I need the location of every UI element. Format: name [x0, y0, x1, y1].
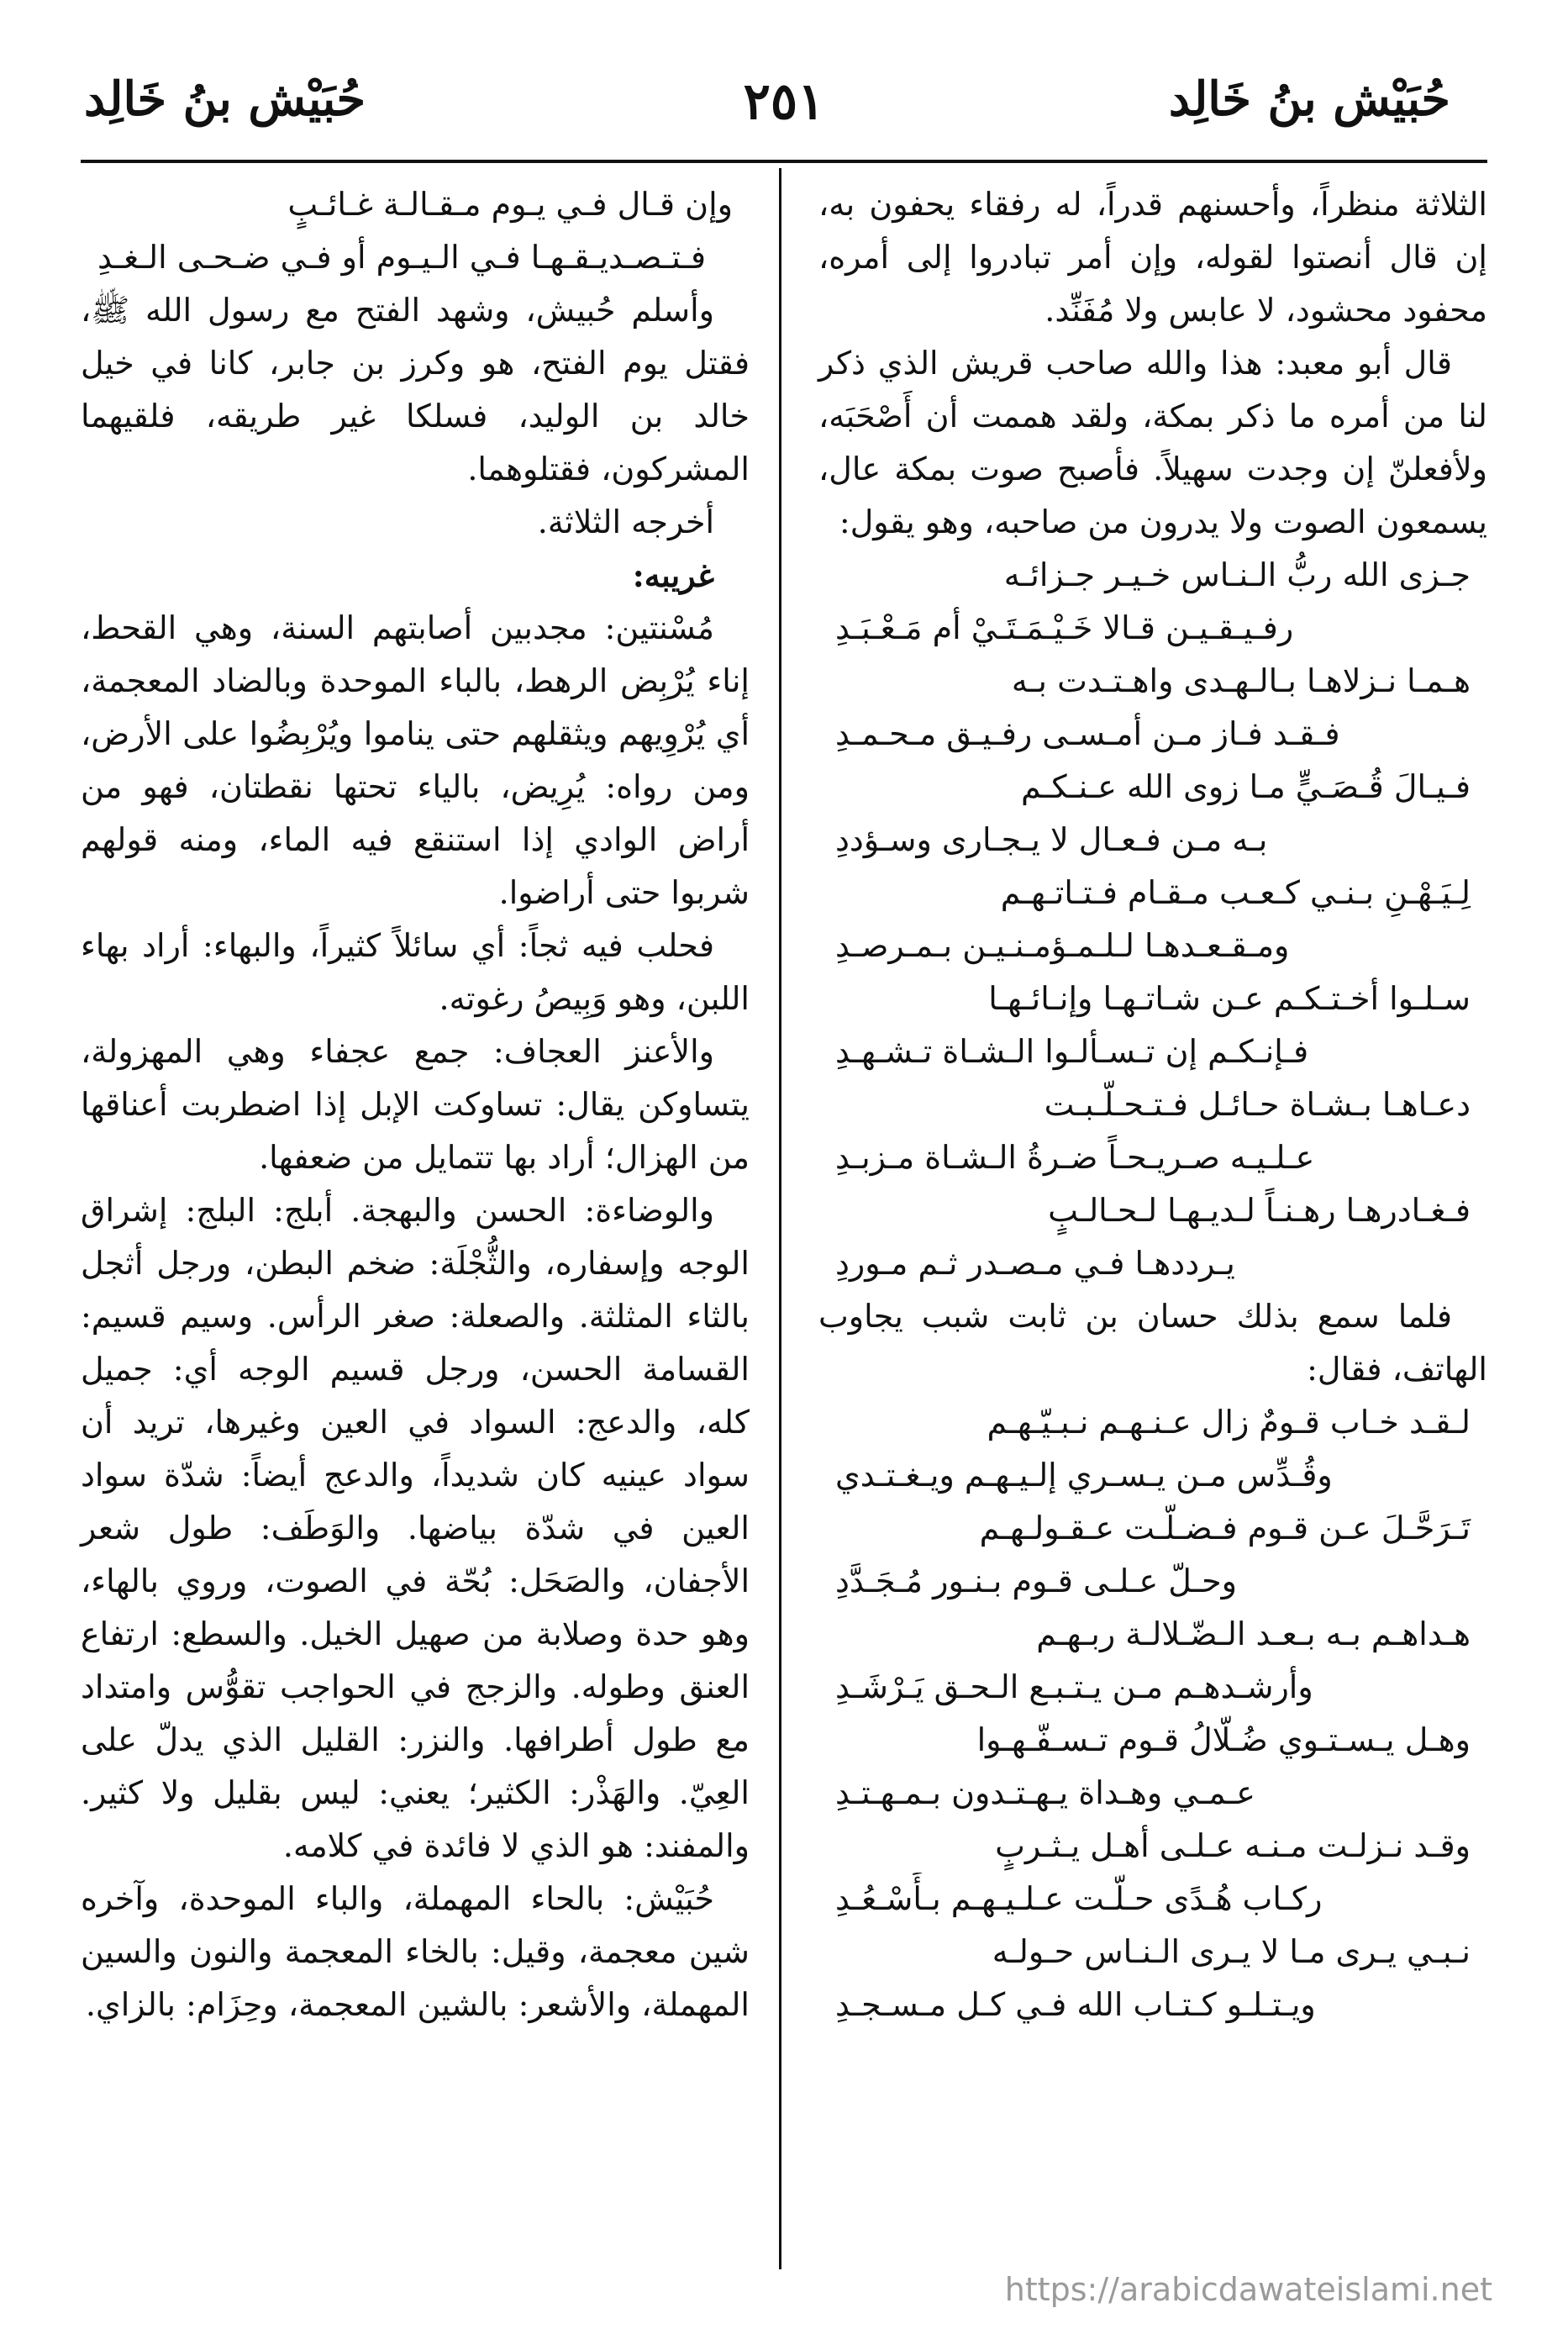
- verse-line: وقُـدِّس مـن يـسـري إلـيـهـم ويـغـتـدي: [835, 1457, 1333, 1494]
- verse-line: هـمـا نـزلاهـا بـالـهـدى واهـتـدت بـه: [1011, 662, 1471, 699]
- verse-line: عـمـي وهـداة يـهـتـدون بـمـهـتـدِ: [835, 1774, 1255, 1811]
- verse-line: وقـد نـزلـت مـنـه عـلـى أهـل يـثـربٍ: [995, 1827, 1471, 1864]
- paragraph: أخرجه الثلاثة.: [537, 503, 714, 540]
- paragraph: حُبَيْش: بالحاء المهملة، والباء الموحدة، وآخره شين معجمة، وقيل: بالخاء المعجمة والنون والسين المهملة، والأشعر: بالشين المعجمة، وحِزَام: بالزاي.: [81, 1880, 750, 2023]
- verse-line: تَـرَحَّـلَ عـن قـوم فـضـلّـت عـقـولـهـم: [979, 1510, 1471, 1547]
- poem: [81, 178, 750, 284]
- poem: [818, 549, 1487, 1290]
- paragraph: فحلب فيه ثجاً: أي سائلاً كثيراً، والبهاء: أراد بهاء اللبن، وهو وَبِيصُ رغوته.: [81, 927, 750, 1017]
- verse-line: نـبـي يـرى مـا لا يـرى الـنـاس حـولـه: [992, 1933, 1471, 1970]
- column-divider: [779, 168, 781, 2269]
- paragraph: والأعنز العجاف: جمع عجفاء وهي المهزولة، يتساوكن يقال: تساوكت الإبل إذا اضطربت أعناقها من الهزال؛ أراد بها تتمايل من ضعفها.: [81, 1033, 750, 1176]
- verse-line: فـغـادرهـا رهـنـاً لـديـهـا لـحـالـبٍ: [1048, 1192, 1471, 1229]
- left-column: [81, 178, 750, 2031]
- verse-line: جـزى الله ربُّ الـنـاس خـيـر جـزائـه: [1003, 556, 1471, 593]
- paragraph: والوضاءة: الحسن والبهجة. أبلج: البلج: إشراق الوجه وإسفاره، والثُّجْلَة: ضخم البطن، ورجل أثجل بالثاء المثلثة. والصعلة: صغر الرأس. وسيم قسيم: القسامة الحسن، ورجل قسيم الوجه أي: جميل كله، والدعج: السواد في العين وغيرها، تريد أن سواد عينيه كان شديداً، والدعج أيضاً: شدّة سواد العين في شدّة بياضها. والوَطَف: طول شعر الأجفان، والصَحَل: بُحّة في الصوت، وروي بالهاء، وهو حدة وصلابة من صهيل الخيل. والسطع: ارتفاع العنق وطوله. والزجج في الحواجب تقوُّس وامتداد مع طول أطرافها. والنزر: القليل الذي يدلّ على العِيّ. والهَذْر: الكثير؛ يعني: ليس بقليل ولا كثير. والمفند: هو الذي لا فائدة في كلامه.: [81, 1192, 750, 1864]
- poem: [818, 1396, 1487, 2031]
- paragraph: فلما سمع بذلك حسان بن ثابت شبب يجاوب الهاتف، فقال:: [818, 1298, 1487, 1388]
- verse-line: بـه مـن فـعـال لا يـجـارى وسـؤددِ: [835, 821, 1268, 858]
- verse-line: يـرددهـا فـي مـصـدر ثـم مـوردِ: [835, 1245, 1235, 1282]
- verse-line: هـداهـم بـه بـعـد الـضّـلالـة ربـهـم: [1036, 1615, 1471, 1652]
- paragraph: الثلاثة منظراً، وأحسنهم قدراً، له رفقاء يحفون به، إن قال أنصتوا لقوله، وإن أمر تبادروا إلى أمره، محفود محشود، لا عابس ولا مُفَنِّد.: [818, 186, 1487, 329]
- verse-line: وحـلّ عـلـى قـوم بـنـور مُـجَـدَّدِ: [835, 1562, 1238, 1599]
- verse-line: فـإنـكـم إن تـسـألـوا الـشـاة تـشـهـدِ: [835, 1033, 1309, 1070]
- verse-line: لِـيَـهْـنِ بـنـي كـعـب مـقـام فـتـاتـهـم: [1000, 874, 1471, 911]
- verse-line: عـلـيـه صـريـحـاً ضـرةُ الـشـاة مـزبـدِ: [835, 1139, 1315, 1176]
- verse-line: سـلـوا أخـتـكـم عـن شـاتـهـا وإنـائـهـا: [988, 980, 1471, 1017]
- verse-line: وهـل يـسـتـوي ضُـلّالُ قـوم تـسـفّـهـوا: [976, 1721, 1471, 1758]
- verse-line: لـقـد خـاب قـومٌ زال عـنـهـم نـبـيّـهـم: [987, 1404, 1471, 1441]
- running-head-left: حُبَيْش بنُ خَالِد: [84, 71, 366, 127]
- running-head-right: حُبَيْش بنُ خَالِد: [1168, 71, 1450, 127]
- verse-line: ومـقـعـدهـا لـلـمـؤمـنـيـن بـمـرصـدِ: [835, 927, 1290, 964]
- verse-line: دعـاهـا بـشـاة حـائـل فـتـحـلّـبـت: [1044, 1086, 1471, 1123]
- paragraph: وأسلم حُبيش، وشهد الفتح مع رسول الله ﷺ، فقتل يوم الفتح، هو وكرز بن جابر، كانا في خيل خالد بن الوليد، فسلكا غير طريقه، فلقيهما المشركون، فقتلوهما.: [81, 292, 750, 487]
- verse-line: وإن قـال فـي يـوم مـقـالـة غـائـبٍ: [287, 186, 733, 223]
- verse-line: فـتـصـديـقـهـا فـي الـيـوم أو فـي ضـحـى الـغـدِ: [97, 239, 706, 276]
- verse-line: فـيـالَ قُـصَـيٍّ مـا زوى الله عـنـكـم: [1021, 768, 1471, 805]
- verse-line: وأرشـدهـم مـن يـتـبـع الـحـق يَـرْشَـدِ: [835, 1668, 1313, 1705]
- header-rule: [81, 160, 1487, 163]
- paragraph: مُسْنتين: مجدبين أصابتهم السنة، وهي القحط، إناء يُرْبِض الرهط، بالباء الموحدة وبالضاد المعجمة، أي يُرْوِيهم ويثقلهم حتى يناموا ويُرْبِضُوا على الأرض، ومن رواه: يُرِيض، بالياء تحتها نقطتان، فهو من أراض الوادي إذا استنقع فيه الماء، ومنه قولهم شربوا حتى أراضوا.: [81, 609, 750, 911]
- verse-line: رفـيـقـيـن قـالا خَـيْـمَـتَـيْ أم مَـعْـبَـدِ: [835, 609, 1294, 646]
- verse-line: فـقـد فـاز مـن أمـسـى رفـيـق مـحـمـدِ: [835, 715, 1340, 752]
- section-title: غريبه:: [632, 556, 714, 594]
- verse-line: ركـاب هُـدًى حـلّـت عـلـيـهـم بـأَسْـعُـدِ: [835, 1880, 1323, 1917]
- watermark-url: https://arabicdawateislami.net: [1004, 2271, 1492, 2308]
- paragraph: قال أبو معبد: هذا والله صاحب قريش الذي ذكر لنا من أمره ما ذكر بمكة، ولقد هممت أن أَصْحَبَه، ولأفعلنّ إن وجدت سهيلاً. فأصبح صوت بمكة عال، يسمعون الصوت ولا يدرون من صاحبه، وهو يقول:: [818, 345, 1487, 540]
- right-column: [818, 178, 1487, 2031]
- verse-line: ويـتـلـو كـتـاب الله فـي كـل مـسـجـدِ: [835, 1986, 1316, 2023]
- page-number: ٢٥١: [743, 72, 825, 131]
